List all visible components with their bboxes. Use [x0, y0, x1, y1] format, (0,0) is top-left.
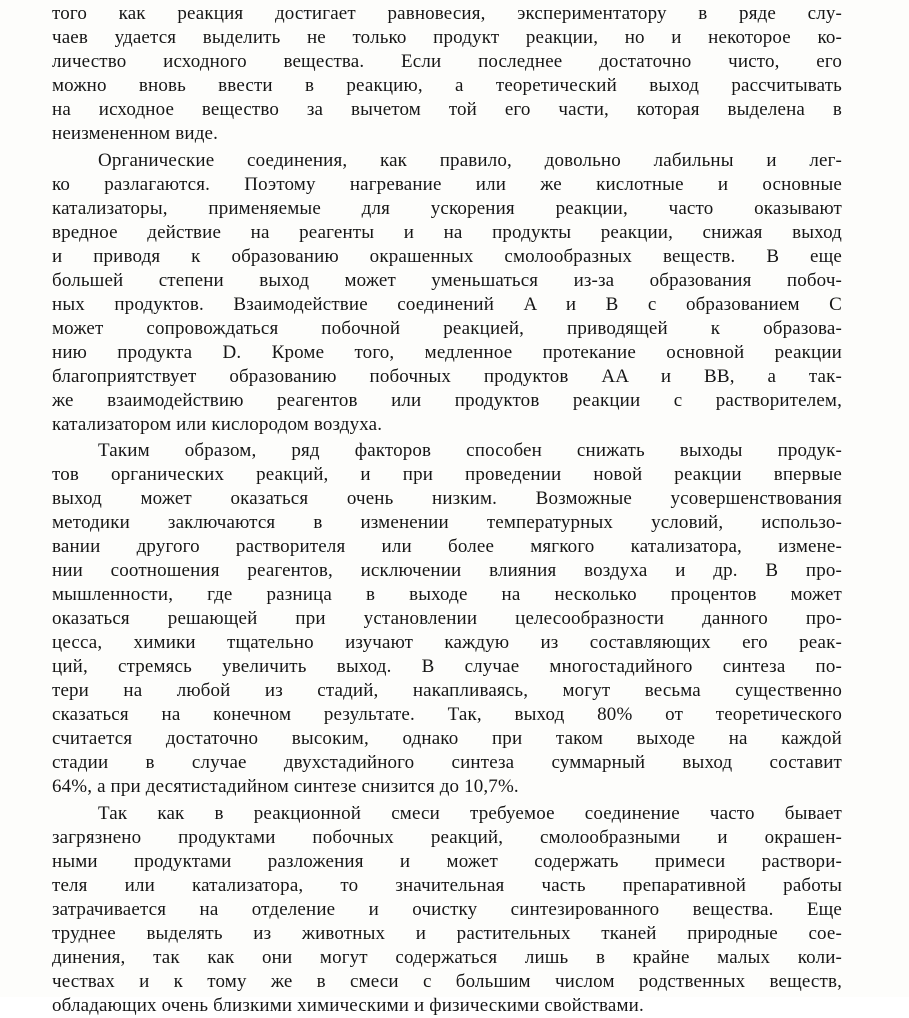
text-line: выход может оказаться очень низким. Возможные усовершенствования [52, 488, 842, 509]
text-line: обладающих очень близкими химическими и физическими свойствами. [52, 994, 644, 1016]
text-line: вании другого растворителя или более мягкого катализатора, измене- [52, 536, 842, 557]
text-line: мышленности, где разница в выходе на несколько процентов может [52, 584, 842, 605]
text-line: чаев удается выделить не только продукт реакции, но и некоторое ко- [52, 27, 842, 48]
text-line: личество исходного вещества. Если последнее достаточно чисто, его [52, 51, 842, 72]
text-line: сказаться на конечном результате. Так, выход 80% от теоретического [52, 704, 842, 725]
text-line: и приводя к образованию окрашенных смолообразных веществ. В еще [52, 245, 842, 267]
text-line: оказаться решающей при установлении целесообразности данного про- [52, 608, 842, 629]
text-line: цесса, химики тщательно изучают каждую из составляющих его реак- [52, 632, 842, 653]
text-line: теля или катализатора, то значительная часть препаративной работы [52, 874, 842, 896]
text-line: может сопровождаться побочной реакцией, приводящей к образова- [52, 317, 842, 339]
text-line: Так как в реакционной смеси требуемое соединение часто бывает [98, 802, 842, 824]
text-line: тов органических реакций, и при проведении новой реакции впервые [52, 464, 842, 485]
text-line: катализатором или кислородом воздуха. [52, 413, 383, 435]
text-line: вредное действие на реагенты и на продукты реакции, снижая выход [52, 221, 842, 243]
text-line: ко разлагаются. Поэтому нагревание или же кислотные и основные [52, 173, 842, 195]
text-line: загрязнено продуктами побочных реакций, смолообразными и окрашен- [52, 826, 842, 848]
text-line: труднее выделять из животных и растительных тканей природные сое- [52, 922, 842, 944]
text-line: тери на любой из стадий, накапливаясь, могут весьма существенно [52, 680, 842, 701]
text-line: стадии в случае двухстадийного синтеза суммарный выход составит [52, 752, 842, 773]
text-line: методики заключаются в изменении температурных условий, использо- [52, 512, 842, 533]
text-line: на исходное вещество за вычетом той его части, которая выделена в [52, 99, 842, 120]
text-line: ных продуктов. Взаимодействие соединений A и B с образованием C [52, 293, 842, 315]
text-line: того как реакция достигает равновесия, экспериментатору в ряде слу- [52, 3, 842, 24]
text-line: катализаторы, применяемые для ускорения реакции, часто оказывают [52, 197, 842, 219]
text-line: ций, стремясь увеличить выход. В случае многостадийного синтеза по- [52, 656, 842, 677]
text-line: Органические соединения, как правило, довольно лабильны и лег- [98, 149, 842, 171]
text-line: неизмененном виде. [52, 123, 218, 144]
text-line: динения, так как они могут содержаться лишь в крайне малых коли- [52, 946, 842, 968]
text-line: нии соотношения реагентов, исключении влияния воздуха и др. В про- [52, 560, 842, 581]
text-line: считается достаточно высоким, однако при таком выходе на каждой [52, 728, 842, 749]
text-line: нию продукта D. Кроме того, медленное протекание основной реакции [52, 341, 842, 363]
text-line: же взаимодействию реагентов или продуктов реакции с растворителем, [52, 389, 842, 411]
text-line: чествах и к тому же в смеси с большим числом родственных веществ, [52, 970, 842, 992]
text-line: ными продуктами разложения и может содержать примеси раствори- [52, 850, 842, 872]
text-line: 64%, а при десятистадийном синтезе снизится до 10,7%. [52, 776, 519, 797]
text-line: затрачивается на отделение и очистку синтезированного вещества. Еще [52, 898, 842, 920]
text-line: большей степени выход может уменьшаться из-за образования побоч- [52, 269, 842, 291]
text-line: можно вновь ввести в реакцию, а теоретический выход рассчитывать [52, 75, 842, 96]
text-line: благоприятствует образованию побочных продуктов AA и BB, а так- [52, 365, 842, 387]
text-line: Таким образом, ряд факторов способен снижать выходы продук- [98, 440, 842, 461]
